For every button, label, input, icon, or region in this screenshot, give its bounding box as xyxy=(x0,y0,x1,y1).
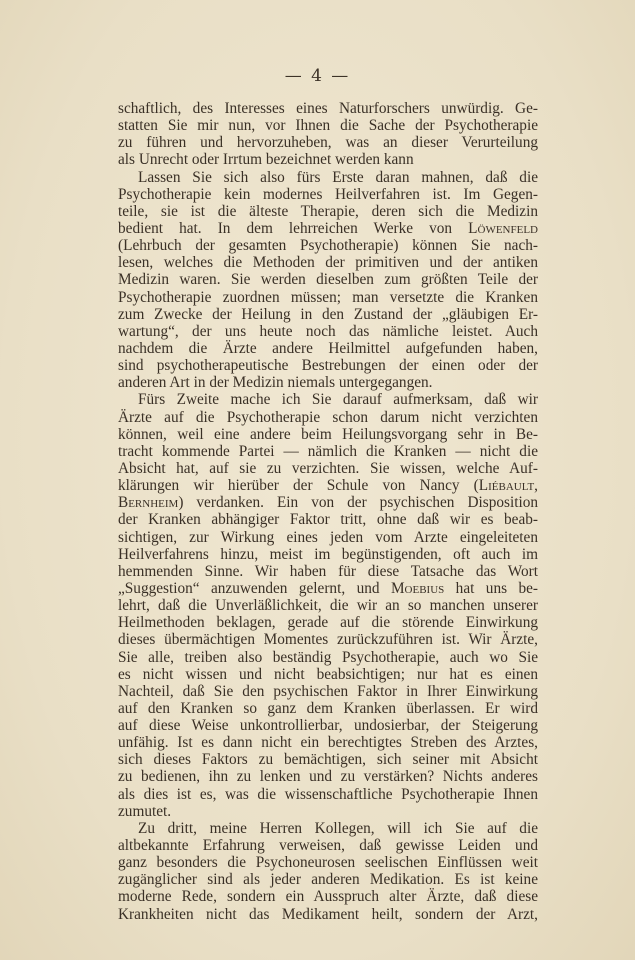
text-line: hemmenden Sinne. Wir haben für diese Tatsache das Wort xyxy=(118,562,538,580)
text-line: sichtigen, zur Wirkung eines jeden vom Arzte eingeleiteten xyxy=(118,528,538,546)
text-line: teile, sie ist die älteste Therapie, deren sich die Medizin xyxy=(118,202,538,220)
text-line: zu führen und hervorzuheben, was an dieser Verurteilung xyxy=(118,134,538,152)
text-line: wartung“, der uns heute noch das nämliche leistet. Auch xyxy=(118,322,538,340)
text-line: zum Zwecke der Heilung in den Zustand der „gläubigen Er- xyxy=(118,305,538,323)
text-line: klärungen wir hierüber der Schule von Nancy (Liébault, xyxy=(118,477,538,495)
text-line: Psychotherapie zuordnen müssen; man versetzte die Kranken xyxy=(118,288,538,306)
author-name: Bernheim xyxy=(118,494,179,512)
text-line: Bernheim) verdanken. Ein von der psychischen Disposition xyxy=(118,494,538,512)
text-line: schaftlich, des Interesses eines Naturforschers unwürdig. Ge- xyxy=(118,100,538,117)
text-line: Sie alle, treiben also beständig Psychotherapie, auch wo Sie xyxy=(118,648,538,666)
text-line: Medizin waren. Sie werden dieselben zum größten Teile der xyxy=(118,271,538,289)
text-line: Fürs Zweite mache ich Sie darauf aufmerksam, daß wir xyxy=(138,391,538,409)
text-line: zugänglicher sind als jeder anderen Medikation. Es ist keine xyxy=(118,871,538,889)
text-line: tracht kommende Partei — nämlich die Kranken — nicht die xyxy=(118,442,538,460)
text-line: altbekannte Erfahrung verweisen, daß gewisse Leiden und xyxy=(118,837,538,855)
text-line: es nicht wissen und nicht beabsichtigen; nur hat es einen xyxy=(118,665,538,683)
text-line: Krankheiten nicht das Medikament heilt, sondern der Arzt, xyxy=(118,905,538,923)
text-line: als dies ist es, was die wissenschaftliche Psychotherapie Ihnen xyxy=(118,785,538,803)
text-line: der Kranken abhängiger Faktor tritt, ohne daß wir es beab- xyxy=(118,511,538,529)
text-line: dieses übermächtigen Momentes zurückzuführen ist. Wir Ärzte, xyxy=(118,631,538,649)
text-line: moderne Rede, sondern ein Ausspruch alter Ärzte, daß diese xyxy=(118,888,538,906)
text-line: als Unrecht oder Irrtum bezeichnet werden kann xyxy=(118,151,414,169)
text-line: (Lehrbuch der gesamten Psychotherapie) können Sie nach- xyxy=(118,237,538,255)
text-line: Heilverfahrens hinzu, meist im begünstigenden, oft auch im xyxy=(118,545,538,563)
text-line: Psychotherapie kein modernes Heilverfahren ist. Im Gegen- xyxy=(118,185,538,203)
text-line: bedient hat. In dem lehrreichen Werke von Löwenfeld xyxy=(118,219,538,237)
text-line: lehrt, daß die Unverläßlichkeit, die wir an so manchen unserer xyxy=(118,597,538,615)
text-line: auf den Kranken so ganz dem Kranken überlassen. Er wird xyxy=(118,699,538,717)
text-line: ganz besonders die Psychoneurosen seelischen Einflüssen weit xyxy=(118,854,538,872)
text-line: Lassen Sie sich also fürs Erste daran mahnen, daß die xyxy=(138,168,538,186)
text-line: zu bedienen, ihn zu lenken und zu verstärken? Nichts anderes xyxy=(118,768,538,786)
text-line: sind psychotherapeutische Bestrebungen der einen oder der xyxy=(118,357,538,375)
text-line: zumutet. xyxy=(118,802,172,820)
text-line: lesen, welches die Methoden der primitiven und der antiken xyxy=(118,254,538,272)
text-line: Zu dritt, meine Herren Kollegen, will ich Sie auf die xyxy=(138,819,538,837)
body-text xyxy=(118,100,538,923)
text-line: „Suggestion“ anzuwenden gelernt, und Moebius hat uns be- xyxy=(118,579,538,597)
author-name: Liébault xyxy=(478,477,535,495)
author-name: Moebius xyxy=(390,579,445,597)
text-line: unfähig. Ist es dann nicht ein berechtigtes Streben des Arztes, xyxy=(118,734,538,752)
text-line: sich dieses Faktors zu bemächtigen, sich seiner mit Absicht xyxy=(118,751,538,769)
text-line: anderen Art in der Medizin niemals untergegangen. xyxy=(118,374,433,392)
text-line: können, weil eine andere beim Heilungsvorgang sehr in Be- xyxy=(118,425,538,443)
text-line: Ärzte auf die Psychotherapie schon darum nicht verzichten xyxy=(118,408,538,426)
author-name: Löwenfeld xyxy=(468,219,538,237)
text-line: auf diese Weise unkontrollierbar, undosierbar, der Steigerung xyxy=(118,717,538,735)
text-line: Heilmethoden beklagen, gerade auf die störende Einwirkung xyxy=(118,614,538,632)
text-line: Absicht hat, auf sie zu verzichten. Sie wissen, welche Auf- xyxy=(118,459,538,477)
text-line: Nachteil, daß Sie den psychischen Faktor in Ihrer Einwirkung xyxy=(118,682,538,700)
text-line: statten Sie mir nun, vor Ihnen die Sache der Psychotherapie xyxy=(118,117,538,135)
text-line: nachdem die Ärzte andere Heilmittel aufgefunden haben, xyxy=(118,339,538,357)
page-number: — 4 — xyxy=(284,66,351,86)
